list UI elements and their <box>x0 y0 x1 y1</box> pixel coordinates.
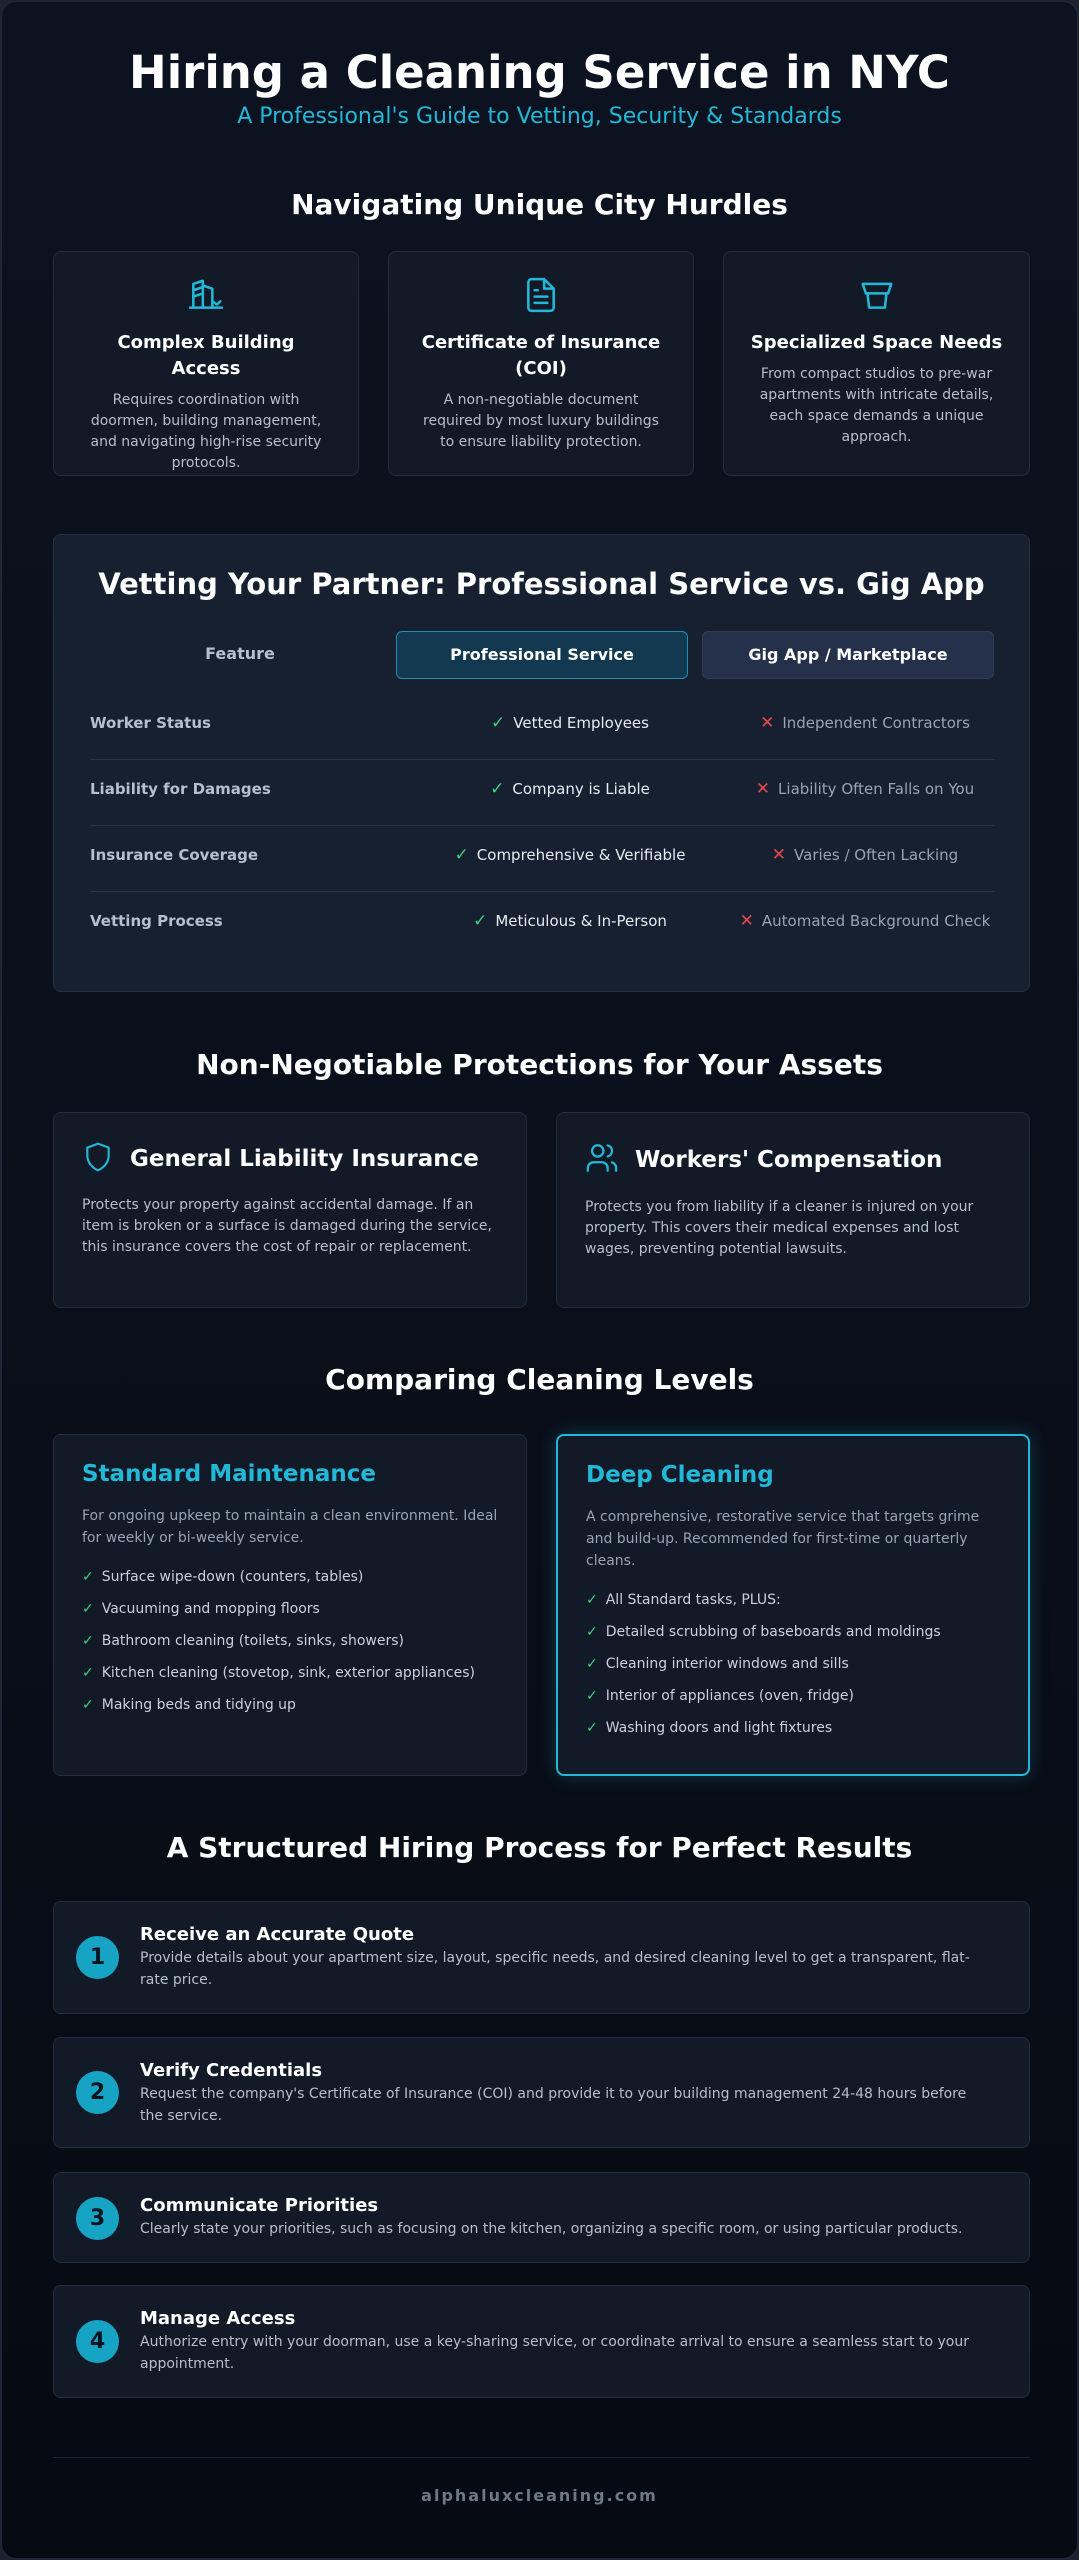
protection-card-workers-comp <box>556 1112 1030 1308</box>
list-item: ✓ All Standard tasks, PLUS: <box>586 1592 781 1608</box>
hurdle-card-space-needs <box>723 251 1030 476</box>
row-professional-value: ✓ Comprehensive & Verifiable <box>454 845 686 865</box>
check-icon: ✓ <box>82 1633 94 1649</box>
column-header-feature: Feature <box>205 644 275 663</box>
check-icon: ✓ <box>82 1665 94 1681</box>
check-icon: ✓ <box>82 1697 94 1713</box>
hurdle-card-coi <box>388 251 694 476</box>
hurdle-title: Specialized Space Needs <box>750 332 1003 353</box>
list-item: ✓ Cleaning interior windows and sills <box>586 1656 849 1672</box>
list-item: ✓ Kitchen cleaning (stovetop, sink, exterior appliances) <box>82 1665 475 1681</box>
hurdle-description: From compact studios to pre-war apartments with intricate details, each space demands a unique approach. <box>759 366 994 445</box>
process-step <box>53 2285 1030 2398</box>
check-icon: ✓ <box>586 1720 598 1736</box>
page-title: Hiring a Cleaning Service in NYC <box>129 46 950 99</box>
row-feature: Worker Status <box>90 714 211 732</box>
hurdle-title: Complex Building Access <box>117 332 295 379</box>
shield-icon <box>82 1141 114 1177</box>
bucket-icon <box>750 276 1003 314</box>
cross-icon: ✕ <box>755 779 771 799</box>
level-task-list <box>586 1590 1000 1738</box>
step-number: 1 <box>76 1936 119 1979</box>
protection-card-liability <box>53 1112 527 1308</box>
list-item: ✓ Surface wipe-down (counters, tables) <box>82 1569 364 1585</box>
row-gig-value: ✕ Independent Contractors <box>760 713 970 733</box>
row-gig-value: ✕ Liability Often Falls on You <box>755 779 975 799</box>
row-gig-value: ✕ Varies / Often Lacking <box>771 845 959 865</box>
list-item: ✓ Bathroom cleaning (toilets, sinks, showers) <box>82 1633 404 1649</box>
list-item: ✓ Making beds and tidying up <box>82 1697 296 1713</box>
protection-title: Workers' Compensation <box>635 1147 943 1173</box>
cross-icon: ✕ <box>771 845 787 865</box>
check-icon: ✓ <box>82 1569 94 1585</box>
row-divider <box>90 759 995 760</box>
check-icon: ✓ <box>586 1624 598 1640</box>
cross-icon: ✕ <box>760 713 775 733</box>
step-title: Receive an Accurate Quote <box>140 1924 415 1945</box>
cross-icon: ✕ <box>739 911 754 931</box>
step-number: 2 <box>76 2071 119 2114</box>
row-divider <box>90 891 995 892</box>
level-card-deep <box>556 1434 1030 1776</box>
step-description: Request the company's Certificate of Insurance (COI) and provide it to your building management 24-48 hours before the service. <box>140 2086 967 2124</box>
check-icon: ✓ <box>586 1688 598 1704</box>
level-description: For ongoing upkeep to maintain a clean environment. Ideal for weekly or bi-weekly service. <box>82 1508 498 1546</box>
footer-divider <box>53 2457 1030 2458</box>
step-title: Manage Access <box>140 2308 296 2329</box>
step-description: Clearly state your priorities, such as focusing on the kitchen, organizing a specific room, or using particular products. <box>140 2221 963 2237</box>
protection-description: Protects you from liability if a cleaner is injured on your property. This covers their medical expenses and lost wages, preventing potential lawsuits. <box>585 1199 974 1257</box>
column-header-professional: Professional Service <box>396 631 688 679</box>
footer-site-link[interactable]: alphaluxcleaning.com <box>421 2486 658 2505</box>
table-row <box>90 695 995 761</box>
level-task-list <box>82 1567 498 1715</box>
row-feature: Vetting Process <box>90 912 223 930</box>
level-description: A comprehensive, restorative service that targets grime and build-up. Recommended for first-time or quarterly cleans. <box>586 1509 980 1569</box>
process-heading: A Structured Hiring Process for Perfect Results <box>166 1831 913 1864</box>
row-feature: Insurance Coverage <box>90 846 259 864</box>
row-professional-value: ✓ Vetted Employees <box>491 713 649 733</box>
list-item: ✓ Detailed scrubbing of baseboards and moldings <box>586 1624 941 1640</box>
process-step <box>53 2172 1030 2263</box>
check-icon: ✓ <box>586 1656 598 1672</box>
check-icon: ✓ <box>454 845 469 865</box>
protection-title: General Liability Insurance <box>130 1146 479 1172</box>
check-icon: ✓ <box>473 911 488 931</box>
row-professional-value: ✓ Meticulous & In-Person <box>473 911 667 931</box>
level-card-standard <box>53 1434 527 1776</box>
step-description: Provide details about your apartment size, layout, specific needs, and desired cleaning level to get a transparent, flat-rate price. <box>140 1950 970 1988</box>
table-row <box>90 761 995 827</box>
protections-heading: Non-Negotiable Protections for Your Assets <box>196 1048 883 1081</box>
process-step <box>53 2037 1030 2148</box>
hurdle-card-building-access <box>53 251 359 476</box>
column-header-gig: Gig App / Marketplace <box>702 631 994 679</box>
row-divider <box>90 825 995 826</box>
step-title: Communicate Priorities <box>140 2195 379 2216</box>
list-item: ✓ Vacuuming and mopping floors <box>82 1601 320 1617</box>
building-icon <box>80 276 332 314</box>
row-professional-value: ✓ Company is Liable <box>490 779 650 799</box>
table-row <box>90 827 995 893</box>
step-number: 4 <box>76 2320 119 2363</box>
hurdle-title: Certificate of Insurance (COI) <box>421 332 661 379</box>
levels-heading: Comparing Cleaning Levels <box>325 1363 754 1396</box>
protection-description: Protects your property against accidental damage. If an item is broken or a surface is damaged during the service, this insurance covers the cost of repair or replacement. <box>82 1197 492 1255</box>
hurdle-description: A non-negotiable document required by most luxury buildings to ensure liability protection. <box>423 392 659 450</box>
check-icon: ✓ <box>491 713 506 733</box>
document-icon <box>415 276 667 314</box>
hurdles-heading: Navigating Unique City Hurdles <box>291 188 788 221</box>
hurdle-description: Requires coordination with doormen, building management, and navigating high-rise security protocols. <box>90 392 322 471</box>
step-description: Authorize entry with your doorman, use a key-sharing service, or coordinate arrival to ensure a seamless start to your appointment. <box>140 2334 969 2372</box>
step-title: Verify Credentials <box>140 2060 323 2081</box>
list-item: ✓ Washing doors and light fixtures <box>586 1720 833 1736</box>
check-icon: ✓ <box>586 1592 598 1608</box>
page-subtitle: A Professional's Guide to Vetting, Security & Standards <box>237 104 842 129</box>
vetting-comparison-card <box>53 534 1030 992</box>
level-title: Standard Maintenance <box>82 1461 377 1487</box>
check-icon: ✓ <box>490 779 505 799</box>
table-row <box>90 893 995 959</box>
vetting-heading: Vetting Your Partner: Professional Service vs. Gig App <box>98 567 985 601</box>
process-step <box>53 1901 1030 2014</box>
step-number: 3 <box>76 2197 119 2240</box>
row-feature: Liability for Damages <box>90 780 271 798</box>
check-icon: ✓ <box>82 1601 94 1617</box>
users-icon <box>585 1141 619 1179</box>
row-gig-value: ✕ Automated Background Check <box>739 911 991 931</box>
list-item: ✓ Interior of appliances (oven, fridge) <box>586 1688 854 1704</box>
level-title: Deep Cleaning <box>586 1462 774 1488</box>
